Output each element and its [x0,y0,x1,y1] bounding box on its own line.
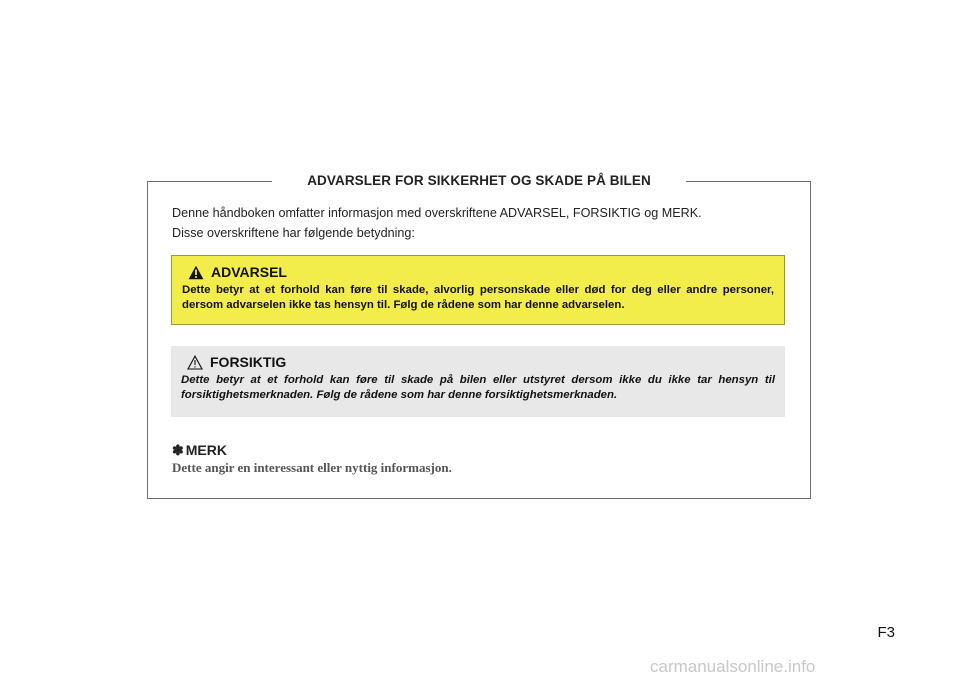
warning-triangle-icon [188,265,204,280]
intro-line-1: Denne håndboken omfatter informasjon med overskriftene ADVARSEL, FORSIKTIG og MERK. [172,206,702,220]
intro-line-2: Disse overskriftene har følgende betydning: [172,226,415,240]
asterisk-icon: ✽ [172,441,184,458]
warning-box [171,255,785,325]
caution-label: FORSIKTIG [210,354,287,370]
caution-header [181,352,775,372]
warning-header [182,262,774,282]
note-text: Dette angir en interessant eller nyttig informasjon. [172,460,452,475]
note-header [172,441,227,459]
caution-text: Dette betyr at et forhold kan føre til skade på bilen eller utstyret dersom ikke du ikke tar hensyn til forsiktighetsmerknaden. Følg de rådene som har denne forsiktighetsmerknaden. [181,374,775,401]
warning-label: ADVARSEL [211,264,287,280]
warning-text: Dette betyr at et forhold kan føre til skade, alvorlig personskade eller død for deg eller andre personer, dersom advarselen ikke tas hensyn til. Følg de rådene som har denne advarselen. [182,284,774,311]
watermark: carmanualsonline.info [650,657,816,676]
caution-triangle-icon [187,355,203,370]
caution-box [171,346,785,417]
section-title: ADVARSLER FOR SIKKERHET OG SKADE PÅ BILEN [272,171,686,191]
note-label: MERK [185,442,227,458]
page-number: F3 [877,624,895,641]
